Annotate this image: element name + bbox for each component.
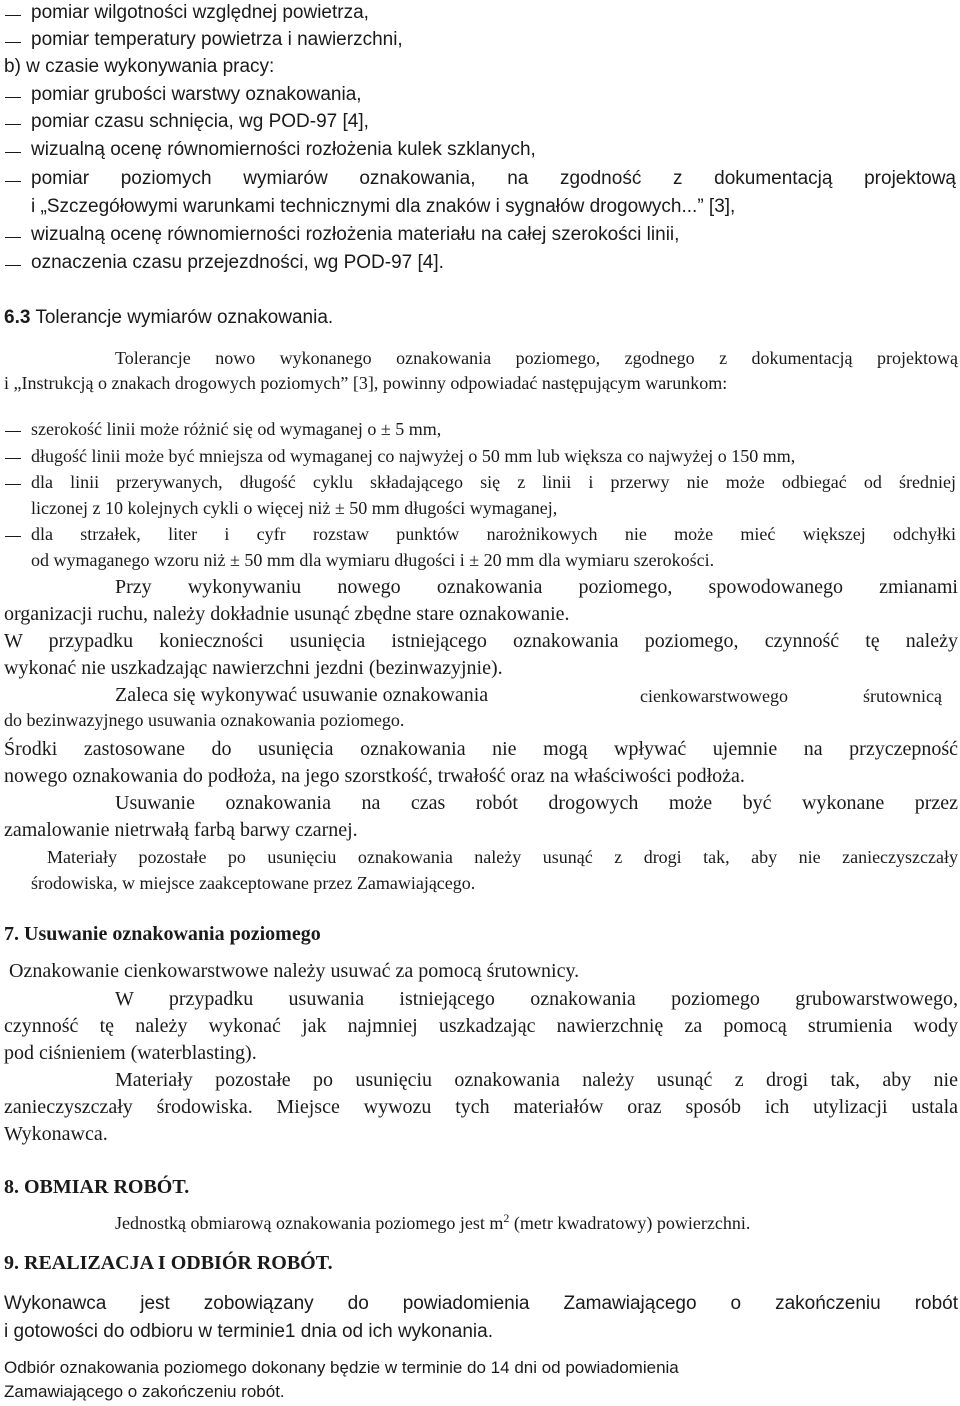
paragraph-line: Zaleca się wykonywać usuwanie oznakowania — [115, 684, 489, 706]
list-item: pomiar grubości warstwy oznakowania, — [31, 84, 362, 105]
list-item: dla linii przerywanych, długość cyklu składającego się z linii i przerwy nie może odbiegać od średniej — [31, 472, 956, 492]
list-item: pomiar wilgotności względnej powietrza, — [31, 2, 369, 23]
paragraph-word: śrutownicą — [863, 686, 942, 706]
list-item: dla strzałek, liter i cyfr rozstaw punktów narożnikowych nie może mieć większej odchyłki — [31, 524, 956, 544]
dash-bullet — [5, 97, 21, 98]
list-item: wizualną ocenę równomierności rozłożenia kulek szklanych, — [31, 139, 536, 160]
paragraph-line: Środki zastosowane do usunięcia oznakowania nie mogą wpływać ujemnie na przyczepność — [4, 738, 958, 760]
dash-bullet — [5, 265, 21, 266]
section-heading-7: 7. Usuwanie oznakowania poziomego — [4, 923, 321, 945]
measure-text-end: (metr kwadratowy) powierzchni. — [509, 1213, 751, 1233]
paragraph-line: i „Instrukcją o znakach drogowych poziomych” [3], powinny odpowiadać następującym warunkom: — [4, 373, 728, 393]
heading-text: Tolerancje wymiarów oznakowania. — [30, 307, 334, 328]
list-item: szerokość linii może różnić się od wymaganej o ± 5 mm, — [31, 419, 442, 439]
paragraph-line: pod ciśnieniem (waterblasting). — [4, 1042, 257, 1064]
dash-bullet — [5, 536, 21, 537]
measure-text: Jednostką obmiarową oznakowania poziomego jest m — [115, 1213, 504, 1233]
paragraph-line: Przy wykonywaniu nowego oznakowania poziomego, spowodowanego zmianami — [115, 576, 958, 598]
dash-bullet — [5, 152, 21, 153]
dash-bullet — [5, 431, 21, 432]
list-item-continuation: od wymaganego wzoru niż ± 50 mm dla wymiaru długości i ± 20 mm dla wymiaru szerokości. — [31, 550, 715, 570]
dash-bullet — [5, 124, 21, 125]
dash-bullet — [5, 15, 21, 16]
list-item: długość linii może być mniejsza od wymaganej co najwyżej o 50 mm lub większa co najwyżej o 150 mm, — [31, 446, 796, 466]
list-subheading: b) w czasie wykonywania pracy: — [4, 56, 275, 77]
paragraph-line: Odbiór oznakowania poziomego dokonany będzie w terminie do 14 dni od powiadomienia — [4, 1358, 679, 1377]
dash-bullet — [5, 42, 21, 43]
paragraph-line: czynność tę należy wykonać jak najmniej uszkadzając nawierzchnię za pomocą strumienia wody — [4, 1015, 958, 1037]
list-item: pomiar poziomych wymiarów oznakowania, na zgodność z dokumentacją projektową — [31, 168, 956, 189]
paragraph-line: Materiały pozostałe po usunięciu oznakowania należy usunąć z drogi tak, aby nie — [115, 1069, 958, 1091]
paragraph-line: nowego oznakowania do podłoża, na jego szorstkość, trwałość oraz na właściwości podłoża. — [4, 765, 745, 787]
list-item: pomiar czasu schnięcia, wg POD-97 [4], — [31, 111, 369, 132]
list-item-continuation: i „Szczegółowymi warunkami technicznymi dla znaków i sygnałów drogowych...” [3], — [31, 196, 736, 217]
paragraph-line: Usuwanie oznakowania na czas robót drogowych może być wykonane przez — [115, 792, 958, 814]
dash-bullet — [5, 237, 21, 238]
paragraph-line: i gotowości do odbioru w terminie1 dnia od ich wykonania. — [4, 1321, 493, 1342]
list-item: oznaczenia czasu przejezdności, wg POD-97 [4]. — [31, 252, 444, 273]
paragraph-line: Zamawiającego o zakończeniu robót. — [4, 1382, 285, 1401]
paragraph-line: organizacji ruchu, należy dokładnie usunąć zbędne stare oznakowanie. — [4, 603, 570, 625]
superscript-2: 2 — [503, 1211, 510, 1225]
paragraph-line: zanieczyszczały środowiska. Miejsce wywozu tych materiałów oraz sposób ich utylizacji ustala — [4, 1096, 958, 1118]
list-item: pomiar temperatury powietrza i nawierzchni, — [31, 29, 403, 50]
list-item-continuation: liczonej z 10 kolejnych cykli o więcej niż ± 50 mm długości wymaganej, — [31, 498, 558, 518]
paragraph-line: W przypadku usuwania istniejącego oznakowania poziomego grubowarstwowego, — [115, 988, 958, 1010]
section-heading-8: 8. OBMIAR ROBÓT. — [4, 1176, 190, 1198]
dash-bullet — [5, 484, 21, 485]
paragraph-line: środowiska, w miejsce zaakceptowane przez Zamawiającego. — [31, 873, 476, 893]
section-heading-6-3 — [4, 308, 333, 327]
section-heading-9: 9. REALIZACJA I ODBIÓR ROBÓT. — [4, 1252, 333, 1274]
paragraph-line: Wykonawca jest zobowiązany do powiadomienia Zamawiającego o zakończeniu robót — [4, 1293, 958, 1314]
paragraph-line: do bezinwazyjnego usuwania oznakowania poziomego. — [4, 710, 405, 730]
paragraph-line: wykonać nie uszkadzając nawierzchni jezdni (bezinwazyjnie). — [4, 657, 503, 679]
paragraph-line — [115, 1211, 751, 1233]
paragraph-line: Tolerancje nowo wykonanego oznakowania poziomego, zgodnego z dokumentacją projektową — [115, 348, 958, 368]
dash-bullet — [5, 458, 21, 459]
list-item: wizualną ocenę równomierności rozłożenia materiału na całej szerokości linii, — [31, 224, 680, 245]
heading-number: 6.3 — [4, 307, 31, 328]
paragraph-line: Wykonawca. — [4, 1123, 108, 1145]
paragraph-word: cienkowarstwowego — [640, 686, 788, 706]
paragraph-line: W przypadku konieczności usunięcia istniejącego oznakowania poziomego, czynność tę należy — [4, 630, 958, 652]
paragraph-line: Materiały pozostałe po usunięciu oznakowania należy usunąć z drogi tak, aby nie zanieczyszczały — [47, 847, 958, 867]
paragraph-line: Oznakowanie cienkowarstwowe należy usuwać za pomocą śrutownicy. — [9, 960, 580, 982]
dash-bullet — [5, 181, 21, 182]
paragraph-line: zamalowanie nietrwałą farbą barwy czarnej. — [4, 819, 358, 841]
